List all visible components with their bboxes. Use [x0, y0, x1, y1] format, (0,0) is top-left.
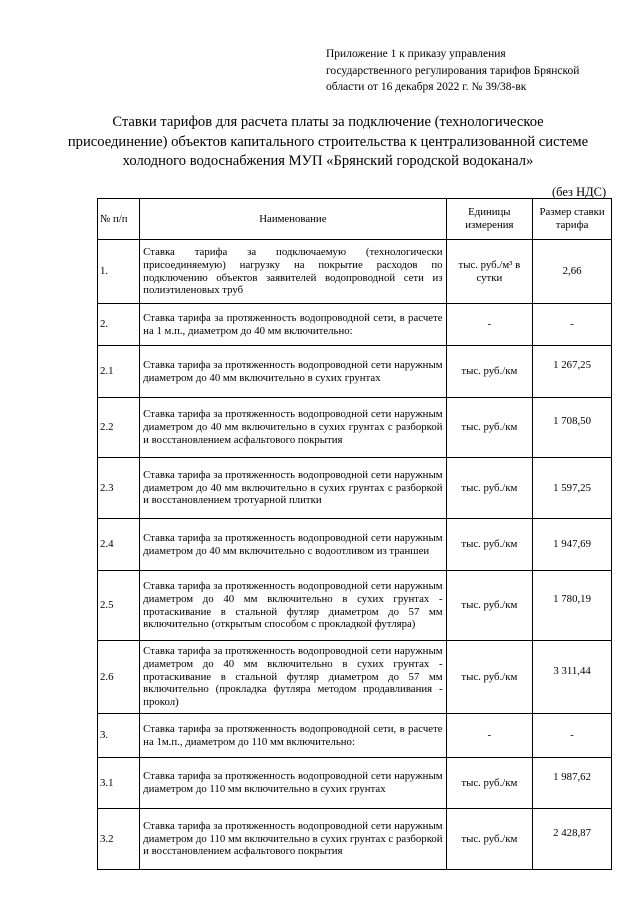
rate-value: 1 987,62	[553, 770, 591, 783]
row-rate	[533, 398, 612, 458]
table-row	[98, 240, 612, 304]
row-unit: тыс. руб./км	[446, 571, 533, 641]
row-rate	[533, 519, 612, 571]
document-title	[40, 113, 616, 172]
row-name: Ставка тарифа за протяженность водопроводной сети наружным диаметром до 40 мм включительно с водоотливом из траншеи	[140, 519, 446, 571]
header-name: Наименование	[140, 199, 446, 240]
table-row	[98, 809, 612, 870]
row-num: 2.3	[98, 458, 140, 519]
tariff-table	[97, 198, 612, 870]
row-num: 3.	[98, 714, 140, 758]
row-num: 2.1	[98, 346, 140, 398]
row-num: 2.2	[98, 398, 140, 458]
row-name: Ставка тарифа за протяженность водопроводной сети наружным диаметром до 40 мм включительно в сухих грунтах - протаскивание в стальной футляр диаметром до 57 мм включительно (прокладка футляра методом продавливания - прокол)	[140, 641, 446, 714]
header-rate: Размер ставки тарифа	[533, 199, 612, 240]
rate-value: 1 780,19	[553, 593, 591, 606]
row-name: Ставка тарифа за протяженность водопроводной сети наружным диаметром до 110 мм включительно в сухих грунтах с разборкой и восстановлением асфальтового покрытия	[140, 809, 446, 870]
title-line: холодного водоснабжения МУП «Брянский городской водоканал»	[122, 153, 534, 169]
row-unit: тыс. руб./м³ в сутки	[446, 240, 533, 304]
annex-line: Приложение 1 к приказу управления	[326, 48, 506, 60]
row-num: 2.4	[98, 519, 140, 571]
row-name: Ставка тарифа за протяженность водопроводной сети наружным диаметром до 40 мм включительно в сухих грунтах	[140, 346, 446, 398]
rate-value: 1 597,25	[553, 481, 591, 494]
rate-value: 2 428,87	[553, 826, 591, 839]
rate-value: 1 267,25	[553, 359, 591, 372]
row-name: Ставка тарифа за протяженность водопроводной сети наружным диаметром до 40 мм включительно в сухих грунтах с разборкой и восстановлением асфальтового покрытия	[140, 398, 446, 458]
row-num: 1.	[98, 240, 140, 304]
row-num: 2.5	[98, 571, 140, 641]
row-num: 2.	[98, 304, 140, 346]
row-unit: тыс. руб./км	[446, 398, 533, 458]
row-name: Ставка тарифа за протяженность водопроводной сети наружным диаметром до 110 мм включительно в сухих грунтах	[140, 758, 446, 809]
row-unit: -	[446, 714, 533, 758]
annex-reference	[326, 46, 606, 96]
title-line: Ставки тарифов для расчета платы за подключение (технологическое	[112, 114, 544, 130]
table-row	[98, 304, 612, 346]
table-row	[98, 346, 612, 398]
table-row	[98, 571, 612, 641]
rate-value: -	[570, 729, 574, 742]
table-row	[98, 519, 612, 571]
header-num: № п/п	[98, 199, 140, 240]
table-row	[98, 641, 612, 714]
rate-value: 1 947,69	[553, 538, 591, 551]
row-num: 2.6	[98, 641, 140, 714]
row-rate	[533, 641, 612, 714]
vat-note: (без НДС)	[552, 185, 607, 199]
row-rate	[533, 714, 612, 758]
table-header-row	[98, 199, 612, 240]
row-rate	[533, 809, 612, 870]
row-unit: тыс. руб./км	[446, 458, 533, 519]
rate-value: 1 708,50	[553, 415, 591, 428]
annex-line: государственного регулирования тарифов Брянской	[326, 64, 580, 77]
annex-line: области от 16 декабря 2022 г. № 39/38-вк	[326, 81, 527, 93]
row-rate	[533, 304, 612, 346]
table-row	[98, 398, 612, 458]
row-rate	[533, 240, 612, 304]
row-unit: тыс. руб./км	[446, 346, 533, 398]
row-unit: тыс. руб./км	[446, 758, 533, 809]
row-rate	[533, 758, 612, 809]
row-num: 3.1	[98, 758, 140, 809]
table-row	[98, 758, 612, 809]
row-name: Ставка тарифа за протяженность водопроводной сети наружным диаметром до 40 мм включительно в сухих грунтах с разборкой и восстановлением тротуарной плитки	[140, 458, 446, 519]
row-name: Ставка тарифа за подключаемую (технологически присоединяемую) нагрузку на покрытие расходов по подключению объектов заявителей водопроводной сети из полиэтиленовых труб	[140, 240, 446, 304]
rate-value: 2,66	[562, 265, 582, 278]
table-row	[98, 458, 612, 519]
row-unit: -	[446, 304, 533, 346]
row-name: Ставка тарифа за протяженность водопроводной сети наружным диаметром до 40 мм включительно в сухих грунтах - протаскивание в стальной футляр диаметром до 57 мм включительно (открытым способом с прокладкой футляра)	[140, 571, 446, 641]
row-unit: тыс. руб./км	[446, 641, 533, 714]
title-line: присоединение) объектов капитального строительства к централизованной системе	[67, 133, 589, 150]
row-rate	[533, 571, 612, 641]
row-unit: тыс. руб./км	[446, 809, 533, 870]
row-rate	[533, 346, 612, 398]
row-unit: тыс. руб./км	[446, 519, 533, 571]
rate-value: 3 311,44	[553, 664, 591, 677]
table-row	[98, 714, 612, 758]
row-rate	[533, 458, 612, 519]
rate-value: -	[570, 318, 574, 331]
header-unit: Единицы измерения	[446, 199, 533, 240]
row-name: Ставка тарифа за протяженность водопроводной сети, в расчете на 1 м.п., диаметром до 40 мм включительно:	[140, 304, 446, 346]
row-num: 3.2	[98, 809, 140, 870]
row-name: Ставка тарифа за протяженность водопроводной сети, в расчете на 1м.п., диаметром до 110 мм включительно:	[140, 714, 446, 758]
